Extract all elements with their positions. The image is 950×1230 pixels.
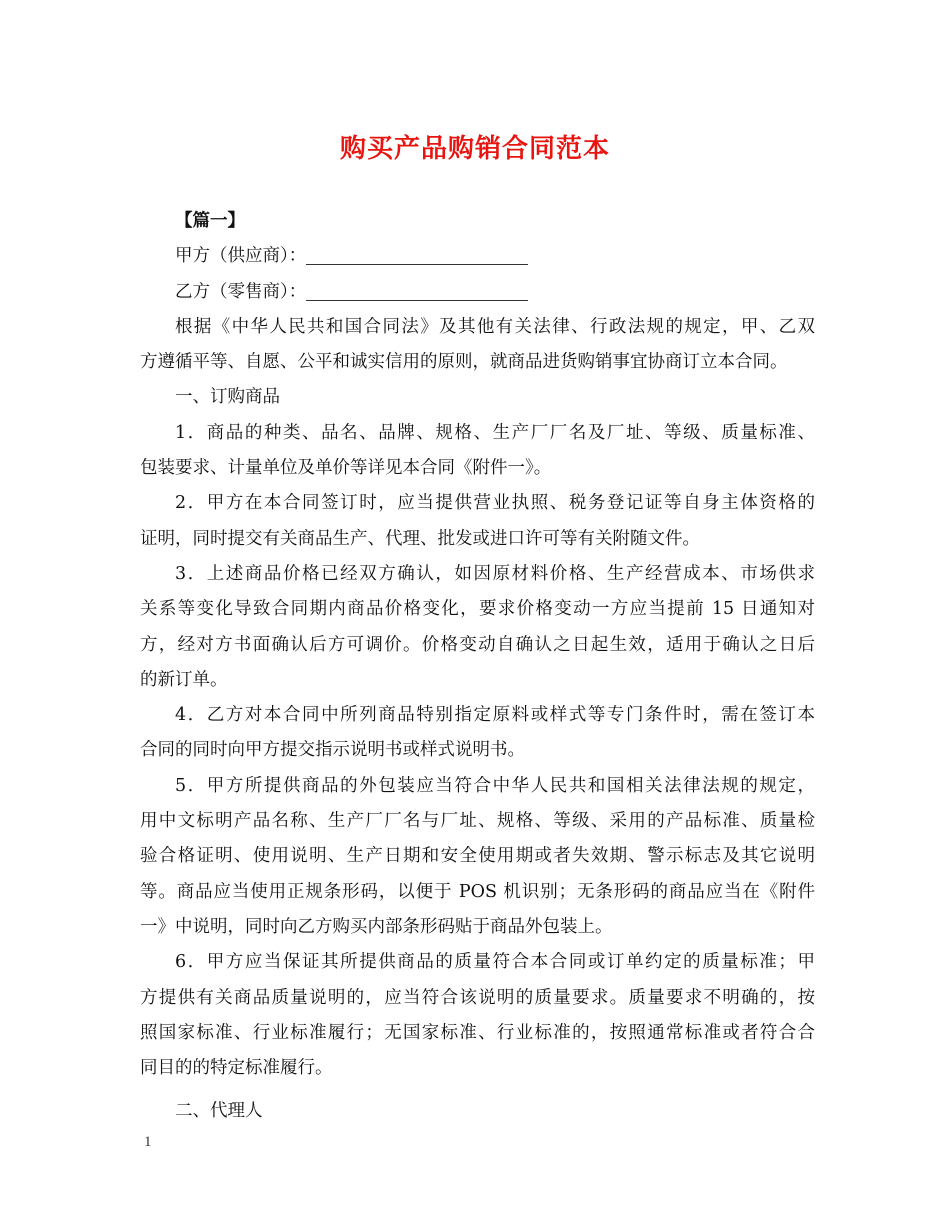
paragraph-line: 证明，同时提交有关商品生产、代理、批发或进口许可等有关附随文件。 [140, 528, 700, 549]
party-b-blank [306, 280, 528, 301]
party-a-line [140, 239, 815, 274]
section-heading: 二、代理人 [175, 1101, 263, 1122]
document-body [140, 204, 815, 1130]
paragraph-line: 4．乙方对本合同中所列商品特别指定原料或样式等专门条件时，需在签订本 [175, 705, 815, 726]
paragraph-line: 同目的的特定标准履行。 [140, 1058, 333, 1079]
spacer [140, 1086, 815, 1094]
paragraph-line: 包装要求、计量单位及单价等详见本合同《附件一》。 [140, 458, 552, 479]
party-a-label: 甲方（供应商）： [175, 246, 307, 267]
paragraph-line: 1．商品的种类、品名、品牌、规格、生产厂厂名及厂址、等级、质量标准、 [175, 422, 815, 443]
party-b-label: 乙方（零售商）： [175, 281, 307, 302]
page-number: 1 [144, 1134, 152, 1150]
paragraph-line: 根据《中华人民共和国合同法》及其他有关法律、行政法规的规定，甲、乙双 [175, 316, 815, 337]
paragraph-line: 6．甲方应当保证其所提供商品的质量符合本合同或订单约定的质量标准；甲 [175, 952, 815, 973]
party-a-blank [306, 244, 528, 265]
paragraph-line: 方提供有关商品质量说明的，应当符合该说明的质量要求。质量要求不明确的，按 [140, 987, 815, 1008]
paragraph-line: 方遵循平等、自愿、公平和诚实信用的原则，就商品进货购销事宜协商订立本合同。 [140, 352, 788, 373]
paragraph-line: 照国家标准、行业标准履行；无国家标准、行业标准的，按照通常标准或者符合合 [140, 1022, 815, 1043]
party-b-line [140, 275, 815, 310]
paragraph-line: 等。商品应当使用正规条形码，以便于 POS 机识别；无条形码的商品应当在《附件 [140, 881, 815, 902]
paragraph-line: 5．甲方所提供商品的外包装应当符合中华人民共和国相关法律法规的规定， [175, 775, 815, 796]
paragraph-line: 验合格证明、使用说明、生产日期和安全使用期或者失效期、警示标志及其它说明 [140, 846, 815, 867]
paragraph-line: 一》中说明，同时向乙方购买内部条形码贴于商品外包装上。 [140, 916, 613, 937]
section-heading: 一、订购商品 [175, 387, 280, 408]
section-label: 【篇一】 [175, 211, 245, 231]
paragraph-line: 用中文标明产品名称、生产厂厂名与厂址、规格、等级、采用的产品标准、质量检 [140, 811, 815, 832]
paragraph-line: 2．甲方在本合同签订时，应当提供营业执照、税务登记证等自身主体资格的 [175, 493, 815, 514]
paragraph-line: 3．上述商品价格已经双方确认，如因原材料价格、生产经营成本、市场供求 [175, 563, 815, 584]
paragraph-line: 关系等变化导致合同期内商品价格变化，要求价格变动一方应当提前 15 日通知对 [140, 599, 815, 620]
paragraph-line: 方，经对方书面确认后方可调价。价格变动自确认之日起生效，适用于确认之日后 [140, 634, 815, 655]
paragraph-line: 的新订单。 [140, 669, 228, 690]
paragraph-line: 合同的同时向甲方提交指示说明书或样式说明书。 [140, 740, 525, 761]
document-title: 购买产品购销合同范本 [339, 134, 610, 164]
